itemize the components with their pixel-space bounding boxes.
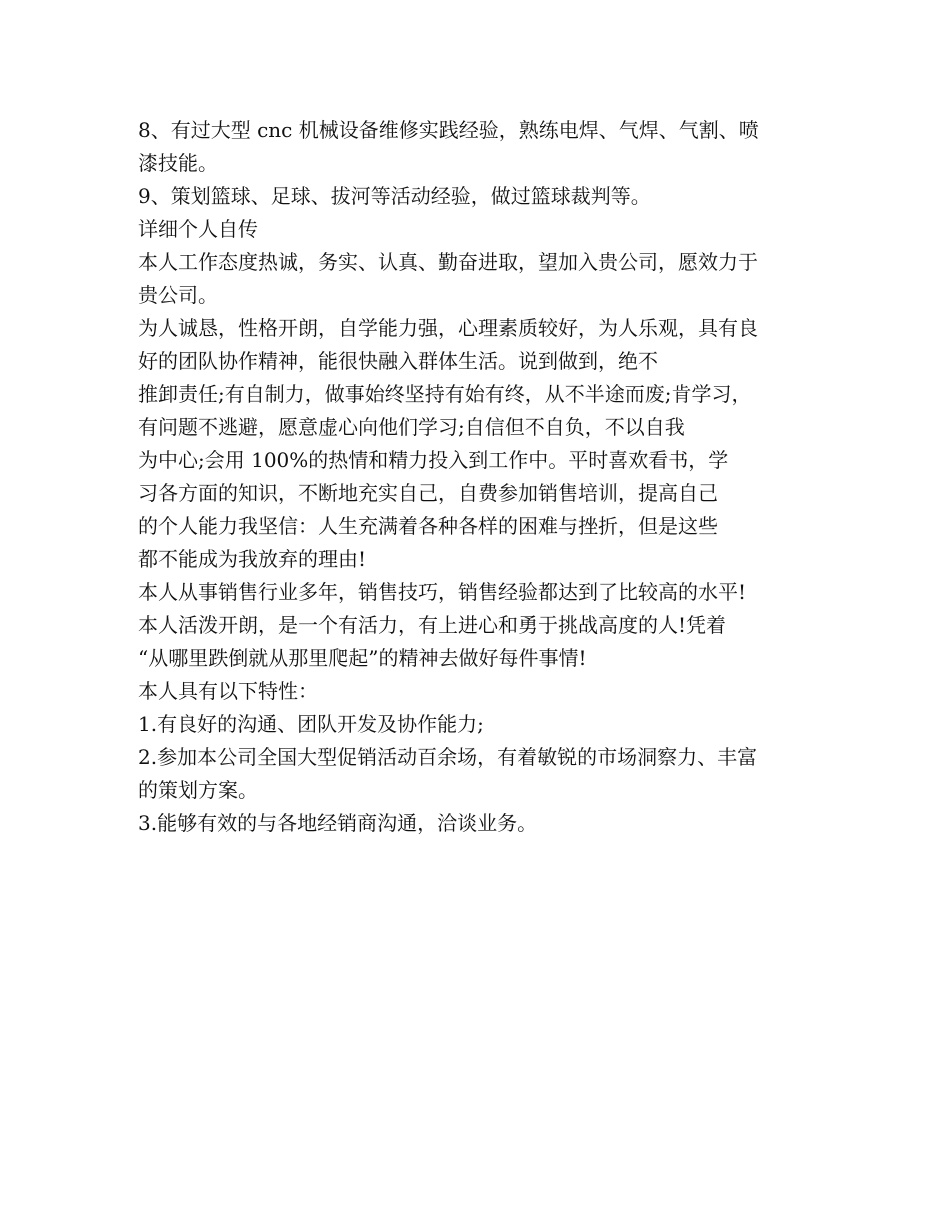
list-item: 2.参加本公司全国大型促销活动百余场，有着敏锐的市场洞察力、丰富	[138, 745, 758, 769]
text-line: 的策划方案。	[138, 778, 258, 802]
text-line: 为中心;会用 100%的热情和精力投入到工作中。平时喜欢看书，学	[138, 448, 729, 472]
document-body	[138, 114, 818, 840]
text-line: “从哪里跌倒就从那里爬起”的精神去做好每件事情!	[138, 646, 587, 670]
text-line: 推卸责任;有自制力，做事始终坚持有始有终，从不半途而废;肯学习，	[138, 382, 752, 406]
section-heading: 详细个人自传	[138, 217, 258, 241]
text-line: 本人工作态度热诚，务实、认真、勤奋进取，望加入贵公司，愿效力于	[138, 250, 758, 274]
list-item: 1.有良好的沟通、团队开发及协作能力;	[138, 712, 484, 736]
text-line: 习各方面的知识，不断地充实自己，自费参加销售培训，提高自己	[138, 481, 718, 505]
text-line: 8、有过大型 cnc 机械设备维修实践经验，熟练电焊、气焊、气割、喷	[138, 118, 759, 142]
text-line: 都不能成为我放弃的理由!	[138, 547, 367, 571]
text-line: 9、策划篮球、足球、拔河等活动经验，做过篮球裁判等。	[138, 184, 651, 208]
text-line: 本人活泼开朗，是一个有活力，有上进心和勇于挑战高度的人!凭着	[138, 613, 727, 637]
text-line: 为人诚恳，性格开朗，自学能力强，心理素质较好，为人乐观，具有良	[138, 316, 758, 340]
text-line: 漆技能。	[138, 151, 218, 175]
text-line: 好的团队协作精神，能很快融入群体生活。说到做到，绝不	[138, 349, 658, 373]
text-line: 本人从事销售行业多年，销售技巧，销售经验都达到了比较高的水平!	[138, 580, 747, 604]
text-line: 有问题不逃避，愿意虚心向他们学习;自信但不自负，不以自我	[138, 415, 685, 439]
text-line: 本人具有以下特性：	[138, 679, 318, 703]
list-item: 3.能够有效的与各地经销商沟通，洽谈业务。	[138, 811, 538, 835]
text-line: 的个人能力我坚信：人生充满着各种各样的困难与挫折，但是这些	[138, 514, 718, 538]
text-line: 贵公司。	[138, 283, 218, 307]
